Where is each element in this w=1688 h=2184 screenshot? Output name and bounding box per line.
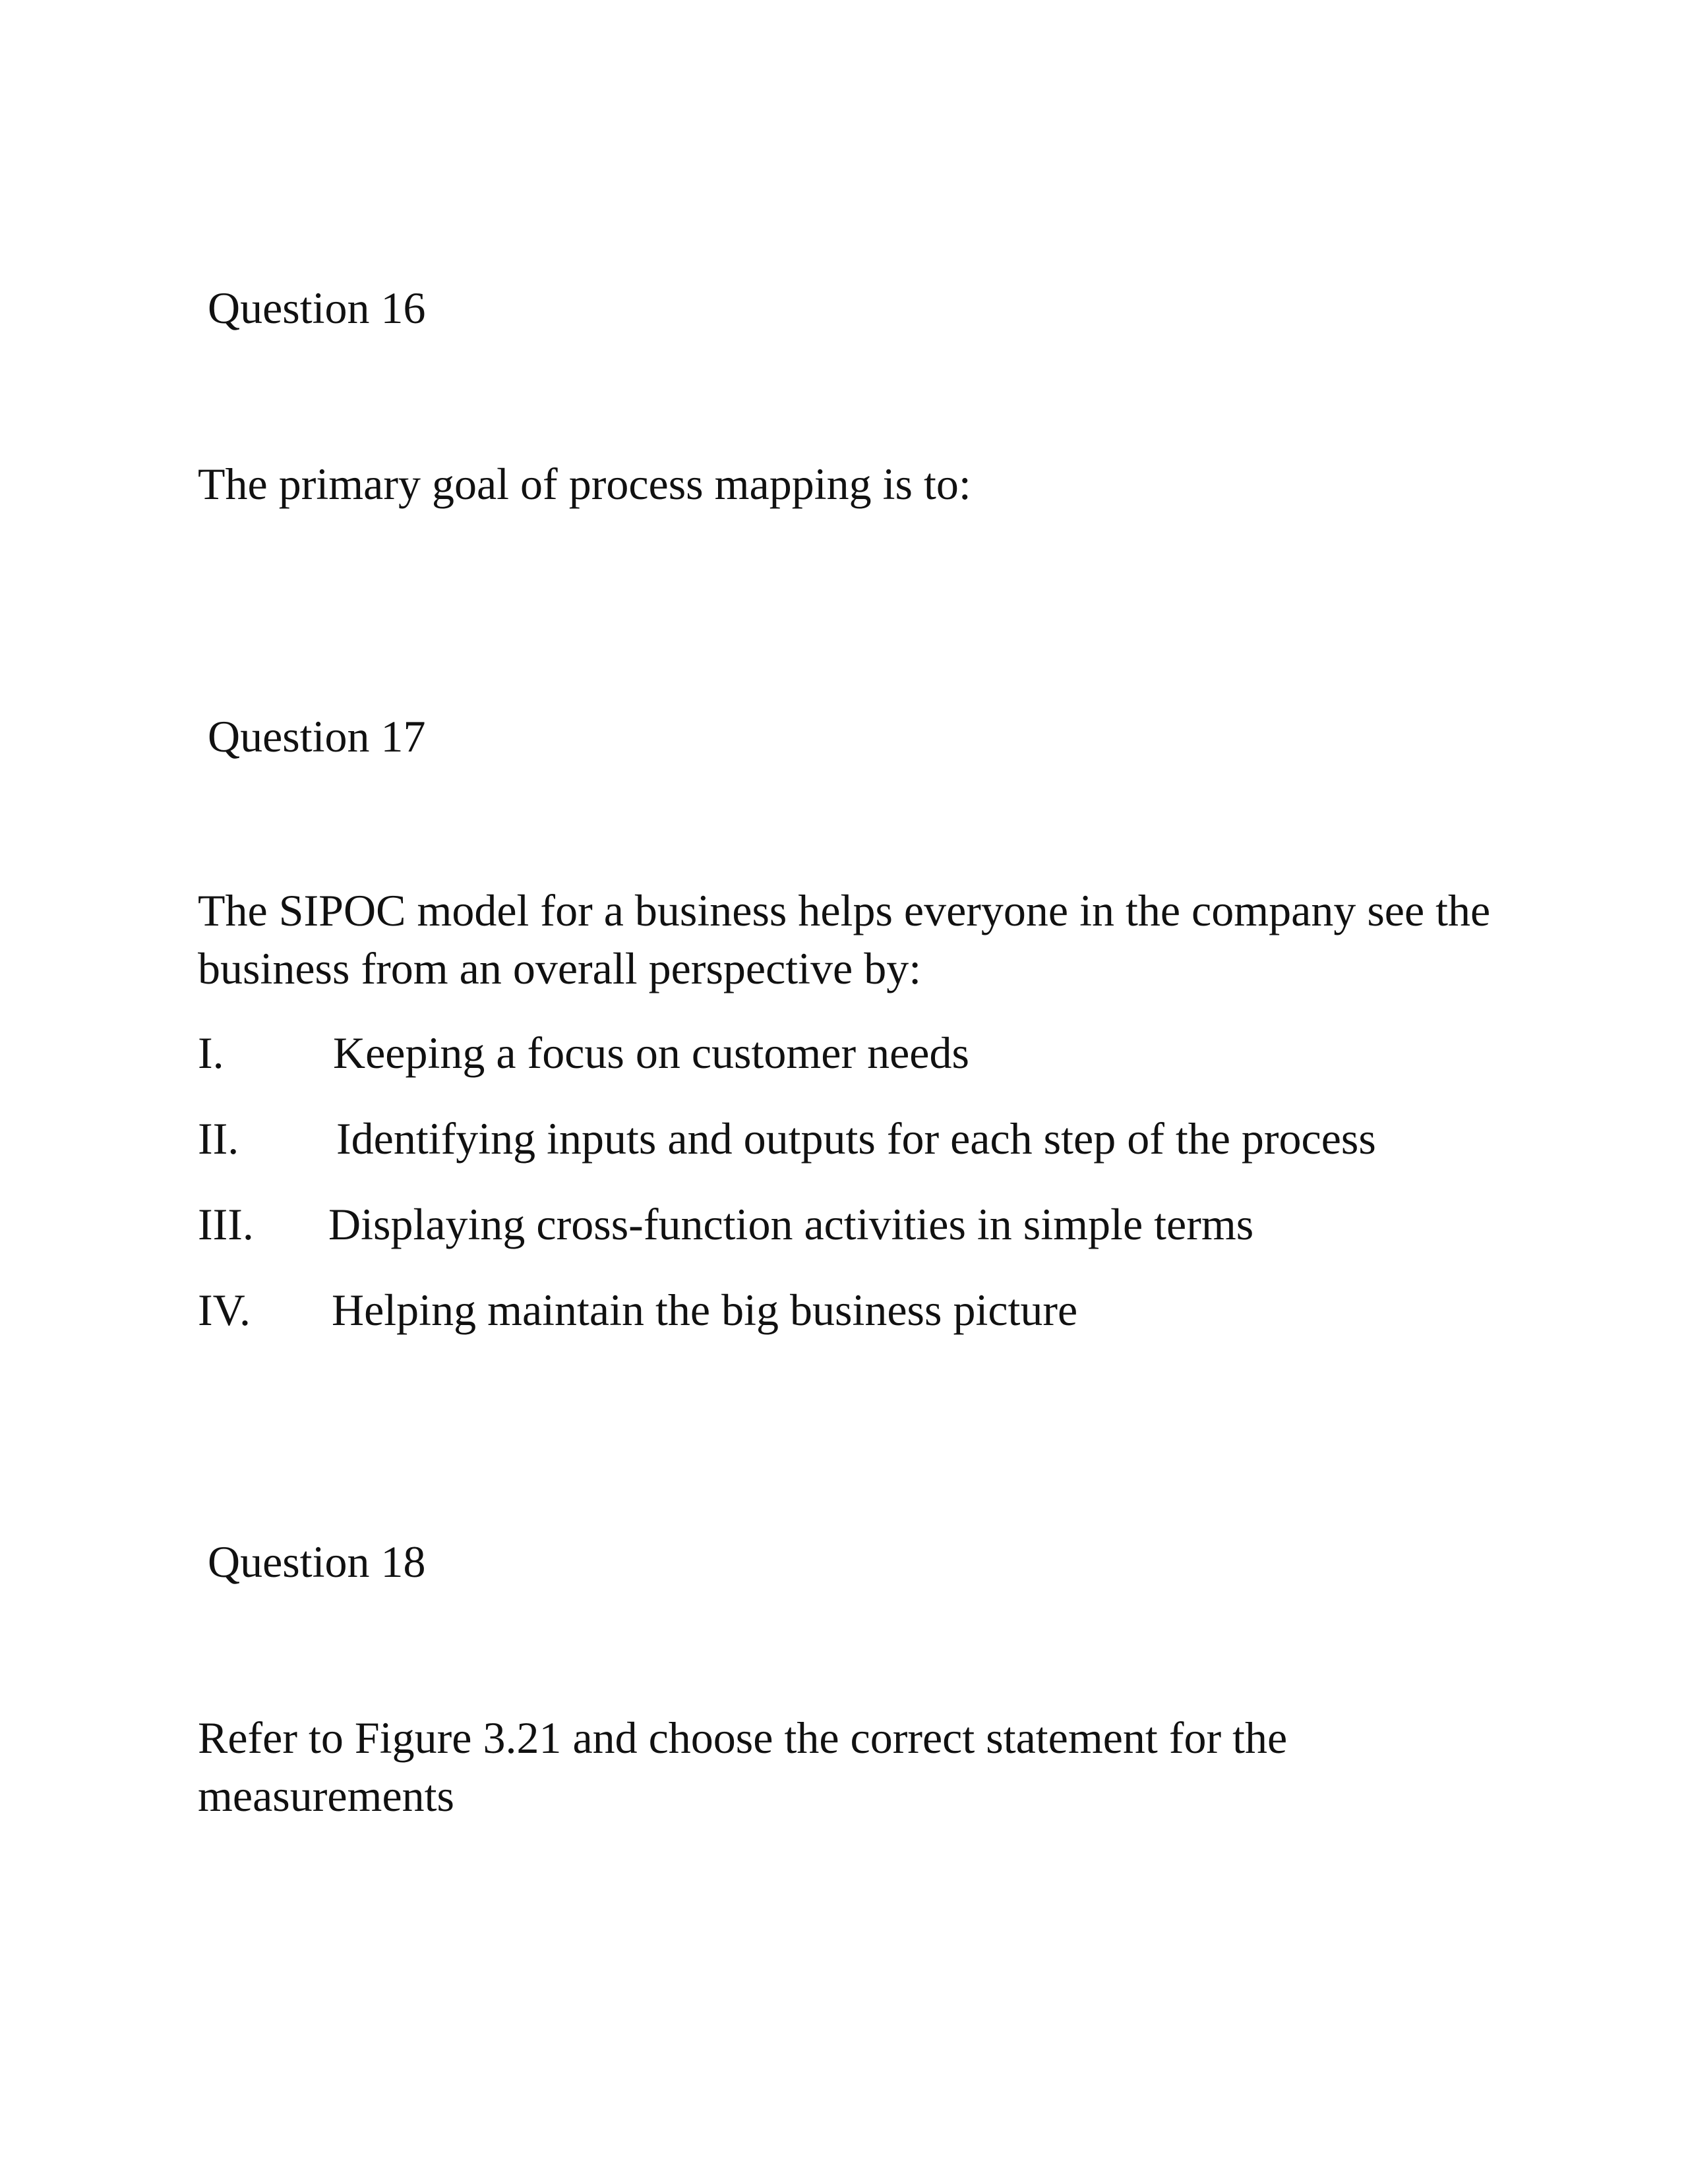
list-item-text: Helping maintain the big business picture	[332, 1285, 1078, 1335]
list-item-text: Keeping a focus on customer needs	[333, 1028, 969, 1078]
question-17-text: The SIPOC model for a business helps everyone in the company see the business from an overall perspective by:	[198, 885, 1491, 993]
list-item-numeral: I.	[198, 1028, 224, 1078]
list-item-numeral: III.	[198, 1199, 254, 1249]
list-item-text: Identifying inputs and outputs for each step of the process	[336, 1113, 1376, 1164]
list-item-text: Displaying cross-function activities in simple terms	[328, 1199, 1254, 1249]
question-18-heading: Question 18	[208, 1537, 426, 1587]
list-item-numeral: IV.	[198, 1285, 251, 1335]
question-18-text: Refer to Figure 3.21 and choose the correct statement for the measurements	[198, 1713, 1288, 1821]
list-item-numeral: II.	[198, 1113, 239, 1164]
question-16-heading: Question 16	[208, 283, 426, 333]
question-16-text: The primary goal of process mapping is to:	[198, 459, 971, 509]
question-17-heading: Question 17	[208, 711, 426, 761]
